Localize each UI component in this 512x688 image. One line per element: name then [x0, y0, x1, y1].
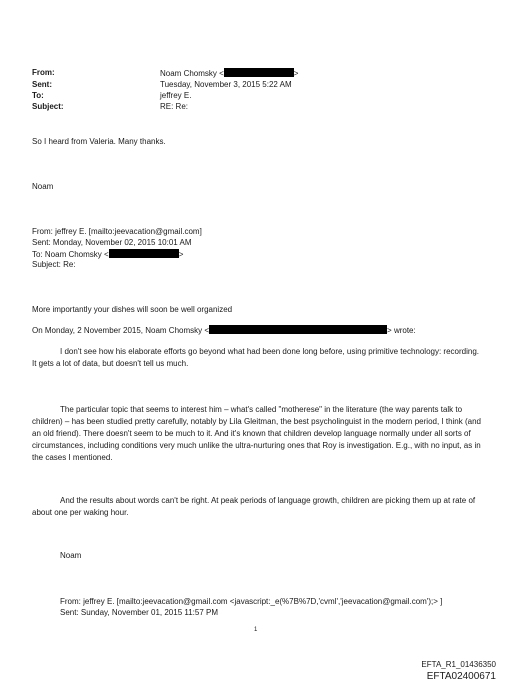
quoted-to-prefix: To: Noam Chomsky < — [32, 250, 109, 259]
on-date-suffix: > wrote: — [387, 326, 416, 335]
on-date-prefix: On Monday, 2 November 2015, Noam Chomsky < — [32, 326, 210, 335]
on-date-line — [32, 325, 416, 336]
quoted-sent: Sent: Monday, November 02, 2015 10:01 AM — [32, 238, 192, 247]
quoted-to — [32, 249, 183, 260]
from-value — [160, 68, 298, 79]
forward-sent: Sent: Sunday, November 01, 2015 11:57 PM — [60, 608, 219, 617]
message-body: So I heard from Valeria. Many thanks. — [32, 137, 166, 146]
quoted-to-suffix: > — [178, 250, 184, 259]
to-value: jeffrey E. — [160, 91, 192, 100]
paragraph-3: And the results about words can't be right. At peak periods of language growth, children are picking them up at rate of about one per waking hour. — [32, 496, 476, 517]
to-label: To: — [32, 91, 44, 100]
message-body-2: More importantly your dishes will soon be well organized — [32, 305, 233, 314]
sent-label: Sent: — [32, 80, 52, 89]
from-label: From: — [32, 68, 55, 77]
redaction-box — [224, 68, 294, 77]
sent-value: Tuesday, November 3, 2015 5:22 AM — [160, 80, 292, 89]
subject-label: Subject: — [32, 102, 64, 111]
footer-id-1: EFTA_R1_01436350 — [421, 660, 496, 669]
quoted-from: From: jeffrey E. [mailto:jeevacation@gmail.com] — [32, 227, 202, 236]
page-number: 1 — [254, 627, 258, 633]
paragraph-1: I don't see how his elaborate efforts go beyond what had been done long before, using primitive technology: recording. It gets a lot of data, but doesn't tell us much. — [32, 347, 479, 368]
forward-from: From: jeffrey E. [mailto:jeevacation@gmail.com <javascript:_e(%7B%7D,'cvml','jeevacation@gmail.com');> ] — [60, 597, 443, 606]
from-close: > — [293, 69, 299, 78]
quoted-subject: Subject: Re: — [32, 260, 76, 269]
signature: Noam — [32, 182, 54, 191]
signature-2: Noam — [60, 551, 82, 560]
redaction-box — [209, 325, 387, 334]
footer-id-2: EFTA02400671 — [426, 671, 496, 682]
from-name: Noam Chomsky < — [160, 69, 224, 78]
paragraph-2: The particular topic that seems to interest him – what's called "motherese" in the literature (the way parents talk to children) – has been studied pretty carefully, notably by Lila Gleitman, the best psycholinguist in the modern period, I think (and an old friend). There doesn't seem to be much to it. And it's known that children develop language normally under all sorts of circumstances, including conditions very much unlike the ultra-nurturing ones that Roy is investigation. E.g., with no input, as in the cases I mentioned. — [32, 405, 481, 462]
redaction-box — [109, 249, 179, 258]
subject-value: RE: Re: — [160, 102, 189, 111]
